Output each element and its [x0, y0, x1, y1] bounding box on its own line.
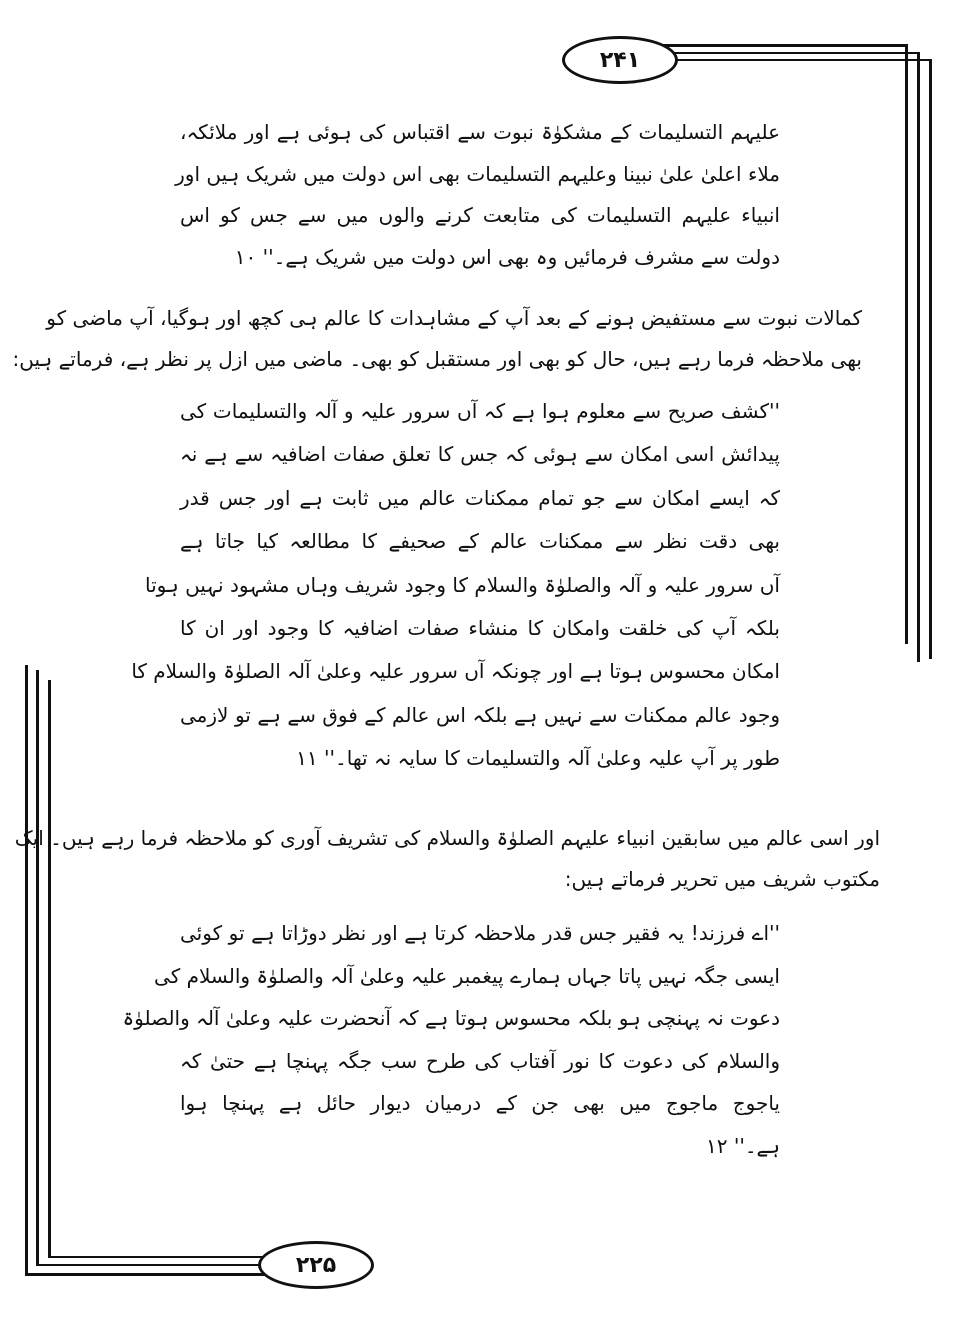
text-line: آں سرور علیہ و آلہ والصلوٰۃ والسلام کا وجود شریف وہاں مشہود نہیں ہوتا [145, 572, 780, 597]
text-line: کمالات نبوت سے مستفیض ہونے کے بعد آپ کے مشاہدات کا عالم ہی کچھ اور ہوگیا، آپ ماضی کو [46, 306, 862, 330]
text-line: اور اسی عالم میں سابقین انبیاء علیہم الصلوٰۃ والسلام کی تشریف آوری کو ملاحظہ فرما رہے ہیں۔ ایک [14, 826, 880, 850]
text-line: وجود عالم ممکنات سے نہیں ہے بلکہ اس عالم کے فوق سے ہے تو لازمی [180, 702, 780, 727]
text-line: ''کشف صریح سے معلوم ہوا ہے کہ آں سرور علیہ و آلہ والتسلیمات کی [180, 399, 780, 423]
text-line: ایسی جگہ نہیں پاتا جہاں ہمارے پیغمبر علیہ وعلیٰ آلہ والصلوٰۃ والسلام کی [154, 963, 780, 988]
text-line: امکان محسوس ہوتا ہے اور چونکہ آں سرور علیہ وعلیٰ آلہ الصلوٰۃ والسلام کا [131, 659, 780, 684]
footer-page-number-text: ۲۲۵ [295, 1252, 337, 1278]
paragraph-2 [14, 818, 880, 900]
paragraph-1 [12, 298, 862, 380]
frame-bottom-line-2 [36, 1264, 271, 1266]
text-line: بھی دقت نظر سے ممکنات عالم کے صحیفے کا مطالعہ کیا جاتا ہے [180, 529, 780, 554]
text-line: یاجوج ماجوج میں بھی جن کے درمیان دیوار حائل ہے پہنچا ہوا [180, 1091, 780, 1115]
frame-right-line-1 [905, 44, 908, 644]
frame-left-line-1 [25, 665, 28, 1275]
text-line: والسلام کی دعوت کا نور آفتاب کی طرح سب جگہ پہنچا ہے حتیٰ کہ [180, 1048, 780, 1073]
text-line: بلکہ آپ کی خلقت وامکان کا منشاء صفات اضافیہ کا وجود اور ان کا [180, 616, 780, 641]
text-line: طور پر آپ علیہ وعلیٰ آلہ والتسلیمات کا سایہ نہ تھا۔'' ۱۱ [296, 746, 780, 771]
text-line: دعوت نہ پہنچی ہو بلکہ محسوس ہوتا ہے کہ آنحضرت علیہ وعلیٰ آلہ والصلوٰۃ [122, 1006, 780, 1030]
frame-left-line-3 [48, 680, 51, 1258]
frame-bottom-line-3 [48, 1256, 263, 1258]
text-line: دولت سے مشرف فرمائیں وہ بھی اس دولت میں شریک ہے۔'' ۱۰ [234, 244, 780, 269]
text-line: مکتوب شریف میں تحریر فرماتے ہیں: [564, 867, 880, 891]
frame-top-line-1 [660, 44, 905, 47]
text-line: علیہم التسلیمات کے مشکوٰۃ نبوت سے اقتباس کی ہوئی ہے اور ملائکہ، [180, 120, 780, 144]
frame-top-line-3 [660, 59, 930, 61]
quote-block-1 [175, 112, 780, 278]
frame-left-line-2 [36, 670, 39, 1265]
text-line: ہے۔'' ۱۲ [706, 1133, 780, 1158]
text-line: بھی ملاحظہ فرما رہے ہیں، حال کو بھی اور مستقبل کو بھی۔ ماضی میں ازل پر نظر ہے، فرماتے ہیں: [12, 347, 862, 371]
text-line: ملاء اعلیٰ علیٰ نبینا وعلیہم التسلیمات بھی اس دولت میں شریک ہیں اور [175, 161, 780, 186]
text-line: پیدائش اسی امکان سے ہوئی کہ جس کا تعلق صفات اضافیہ سے ہے نہ [180, 442, 780, 467]
frame-right-line-3 [929, 59, 932, 659]
header-page-number [562, 36, 678, 84]
text-line: کہ ایسے امکان سے جو تمام ممکنات عالم میں ثابت ہے اور جس قدر [180, 485, 780, 510]
text-line: انبیاء علیہم التسلیمات کی متابعت کرنے والوں میں سے جس کو اس [180, 203, 780, 228]
quote-block-2 [131, 390, 780, 781]
footer-page-number [258, 1241, 374, 1289]
frame-top-line-2 [660, 52, 918, 54]
header-page-number-text: ۲۴۱ [599, 47, 641, 73]
frame-bottom-line-1 [25, 1273, 275, 1276]
frame-right-line-2 [917, 52, 920, 662]
quote-block-3 [122, 912, 780, 1167]
text-line: ''اے فرزند! یہ فقیر جس قدر ملاحظہ کرتا ہے اور نظر دوڑاتا ہے تو کوئی [180, 921, 780, 945]
